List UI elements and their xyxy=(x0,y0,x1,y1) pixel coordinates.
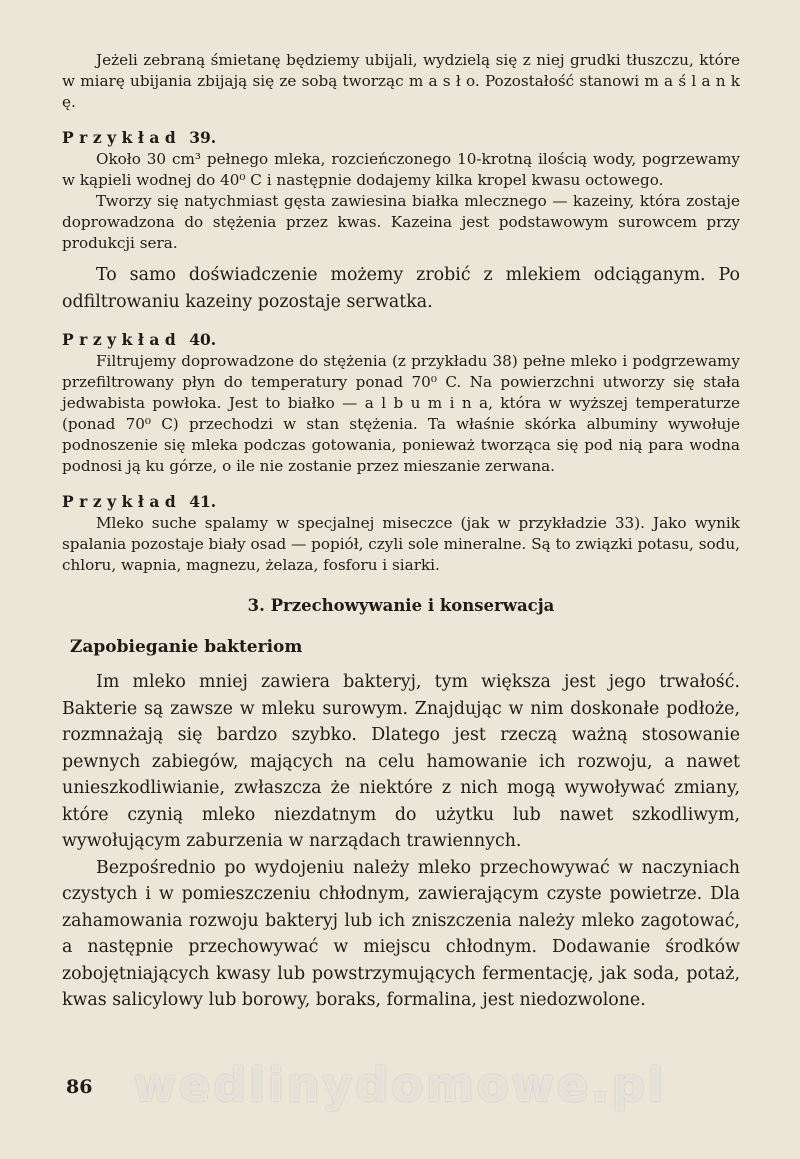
example-39-note: To samo doświadczenie możemy zrobić z mlekiem odciąganym. Po odfiltrowaniu kazeiny pozostaje serwatka. xyxy=(62,265,740,312)
example-39-paragraph-2: Tworzy się natychmiast gęsta zawiesina białka mlecznego — kazeiny, która zostaje doprowadzona do stężenia przez kwas. Kazeina jest podstawowym surowcem przy produkcji sera. xyxy=(62,192,740,252)
page-content xyxy=(62,50,740,1014)
body-paragraph-1: Im mleko mniej zawiera bakteryj, tym większa jest jego trwałość. Bakterie są zawsze w mleku surowym. Znajdując w nim doskonałe podłoże, rozmnażają się bardzo szybko. Dlatego jest rzeczą ważną stosowanie pewnych zabiegów, mających na celu hamowanie ich rozwoju, a nawet unieszkodliwianie, zwłaszcza że niektóre z nich mogą wywoływać zmiany, które czynią mleko niezdatnym do użytku lub nawet szkodliwym, wywołującym zaburzenia w narządach trawiennych. xyxy=(62,672,740,851)
example-41-paragraph: Mleko suche spalamy w specjalnej miseczce (jak w przykładzie 33). Jako wynik spalania pozostaje biały osad — popiół, czyli sole mineralne. Są to związki potasu, sodu, chloru, wapnia, magnezu, żelaza, fosforu i siarki. xyxy=(62,514,740,574)
example-41-heading xyxy=(62,491,740,512)
example-39-paragraph-1: Około 30 cm³ pełnego mleka, rozcieńczonego 10-krotną ilością wody, pogrzewamy w kąpieli wodnej do 40⁰ C i następnie dodajemy kilka kropel kwasu octowego. xyxy=(62,150,740,189)
example-39-heading xyxy=(62,127,740,148)
example-number: 41. xyxy=(189,492,217,511)
intro-paragraph: Jeżeli zebraną śmietanę będziemy ubijali, wydzielą się z niej grudki tłuszczu, które w miarę ubijania zbijają się ze sobą tworząc m a s ł o. Pozostałość stanowi m a ś l a n k ę. xyxy=(62,51,740,111)
example-40-paragraph: Filtrujemy doprowadzone do stężenia (z przykładu 38) pełne mleko i podgrzewamy przefiltrowany płyn do temperatury ponad 70⁰ C. Na powierzchni utworzy się stała jedwabista powłoka. Jest to białko — a l b u m i n a, która w wyższej temperaturze (ponad 70⁰ C) przechodzi w stan stężenia. Ta właśnie skórka albuminy wywołuje podnoszenie się mleka podczas gotowania, ponieważ tworząca się pod nią para wodna podnosi ją ku górze, o ile nie zostanie przez mieszanie zerwana. xyxy=(62,352,740,475)
page-number: 86 xyxy=(66,1076,93,1098)
example-label: Przykład xyxy=(62,330,182,349)
subsection-title: Zapobieganie bakteriom xyxy=(70,637,303,657)
example-40-heading xyxy=(62,329,740,350)
body-paragraph-2: Bezpośrednio po wydojeniu należy mleko przechowywać w naczyniach czystych i w pomieszczeniu chłodnym, zawierającym czyste powietrze. Dla zahamowania rozwoju bakteryj lub ich zniszczenia należy mleko zagotować, a następnie przechowywać w miejscu chłodnym. Dodawanie środków zobojętniających kwasy lub powstrzymujących fermentację, jak soda, potaż, kwas salicylowy lub borowy, boraks, formalina, jest niedozwolone. xyxy=(62,857,740,1010)
example-label: Przykład xyxy=(62,492,182,511)
example-number: 40. xyxy=(189,330,217,349)
example-number: 39. xyxy=(189,128,217,147)
example-label: Przykład xyxy=(62,128,182,147)
section-title: 3. Przechowywanie i konserwacja xyxy=(247,596,555,615)
watermark: wedlinydomowe.pl xyxy=(133,1058,667,1112)
